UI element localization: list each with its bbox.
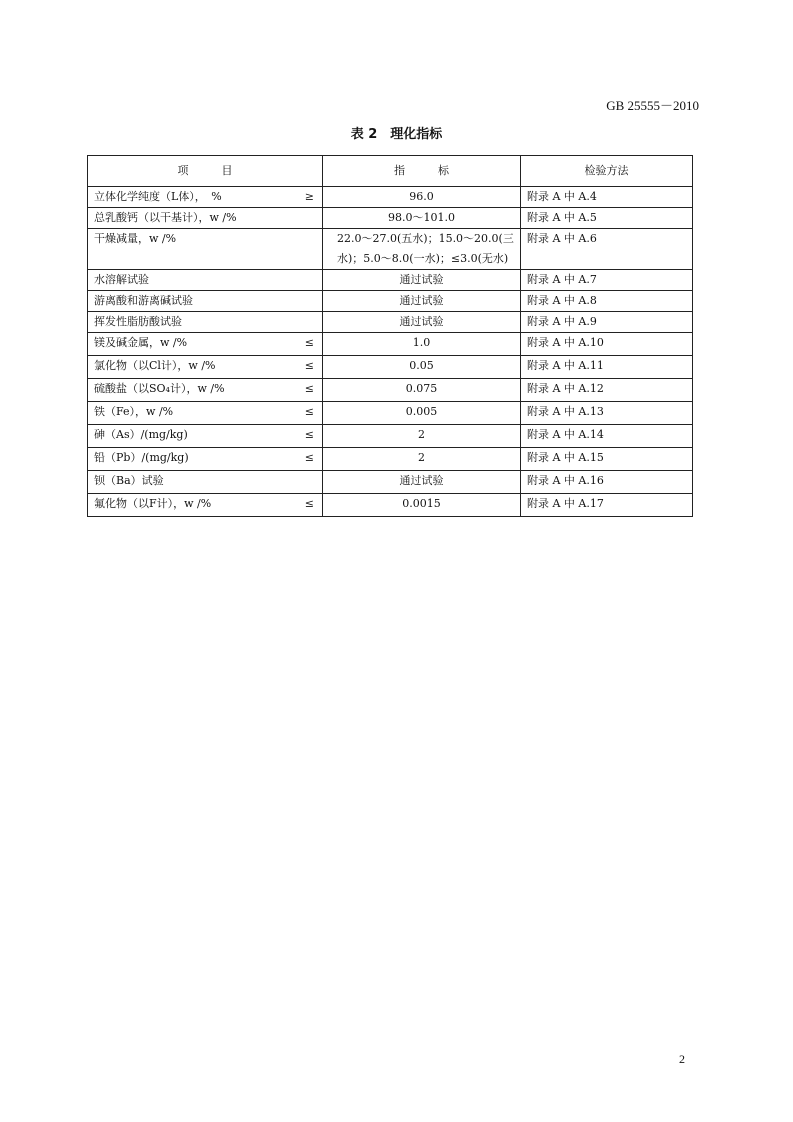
table-row (88, 379, 693, 402)
row-value: 通过试验 (323, 471, 521, 494)
row-item (88, 425, 323, 448)
operator: ≤ (304, 428, 314, 441)
row-value: 通过试验 (323, 291, 521, 312)
row-item (88, 402, 323, 425)
row-method: 附录 A 中 A.12 (521, 379, 693, 402)
row-item (88, 229, 323, 270)
item-label: 氯化物（以Cl计），w /% (94, 359, 216, 372)
row-item (88, 291, 323, 312)
row-value: 通过试验 (323, 312, 521, 333)
table-row (88, 333, 693, 356)
row-method: 附录 A 中 A.9 (521, 312, 693, 333)
column-header-spec: 指 标 (323, 156, 521, 187)
row-method: 附录 A 中 A.4 (521, 187, 693, 208)
operator: ≤ (304, 497, 314, 510)
row-value: 2 (323, 425, 521, 448)
table-row (88, 425, 693, 448)
item-label: 总乳酸钙（以干基计），w /% (94, 211, 237, 224)
item-label: 镁及碱金属，w /% (94, 336, 188, 349)
row-value: 2 (323, 448, 521, 471)
row-item (88, 270, 323, 291)
item-label: 钡（Ba）试验 (94, 474, 164, 487)
table-row (88, 312, 693, 333)
table-row (88, 471, 693, 494)
row-method: 附录 A 中 A.10 (521, 333, 693, 356)
column-header-method: 检验方法 (521, 156, 693, 187)
row-item (88, 312, 323, 333)
row-value: 96.0 (323, 187, 521, 208)
row-method: 附录 A 中 A.6 (521, 229, 693, 270)
table-row (88, 448, 693, 471)
table-header-row (88, 156, 693, 187)
item-label: 硫酸盐（以SO₄计），w /% (94, 382, 225, 395)
operator: ≤ (304, 451, 314, 464)
row-value: 0.005 (323, 402, 521, 425)
row-value: 1.0 (323, 333, 521, 356)
table-row (88, 229, 693, 270)
row-value: 22.0～27.0(五水)；15.0～20.0(三水)；5.0～8.0(一水)；≤3.0(无水) (323, 229, 521, 270)
operator: ≥ (304, 190, 314, 203)
row-item (88, 494, 323, 517)
row-method: 附录 A 中 A.13 (521, 402, 693, 425)
item-label: 干燥减量，w /% (94, 232, 177, 245)
row-item (88, 471, 323, 494)
standard-number: GB 25555－2010 (606, 98, 699, 113)
page-number: 2 (679, 1052, 685, 1066)
row-value: 0.0015 (323, 494, 521, 517)
operator: ≤ (304, 382, 314, 395)
table-row (88, 291, 693, 312)
row-method: 附录 A 中 A.16 (521, 471, 693, 494)
row-item (88, 333, 323, 356)
column-header-item: 项 目 (88, 156, 323, 187)
item-label: 铁（Fe），w /% (94, 405, 174, 418)
row-item (88, 187, 323, 208)
row-value: 98.0～101.0 (323, 208, 521, 229)
table-row (88, 402, 693, 425)
row-value: 0.05 (323, 356, 521, 379)
operator: ≤ (304, 405, 314, 418)
row-value: 通过试验 (323, 270, 521, 291)
operator: ≤ (304, 336, 314, 349)
item-label: 铅（Pb）/(mg/kg) (94, 451, 189, 464)
item-label: 氟化物（以F计），w /% (94, 497, 212, 510)
table-row (88, 270, 693, 291)
table-row (88, 356, 693, 379)
row-item (88, 208, 323, 229)
item-label: 挥发性脂肪酸试验 (94, 315, 182, 328)
row-item (88, 379, 323, 402)
row-method: 附录 A 中 A.5 (521, 208, 693, 229)
row-item (88, 356, 323, 379)
item-label: 砷（As）/(mg/kg) (94, 428, 188, 441)
row-item (88, 448, 323, 471)
spec-table (87, 155, 693, 517)
row-method: 附录 A 中 A.15 (521, 448, 693, 471)
table-row (88, 187, 693, 208)
item-label: 水溶解试验 (94, 273, 149, 286)
table-row (88, 208, 693, 229)
table-row (88, 494, 693, 517)
row-method: 附录 A 中 A.8 (521, 291, 693, 312)
table-title: 表 2 理化指标 (350, 127, 443, 142)
row-method: 附录 A 中 A.11 (521, 356, 693, 379)
operator: ≤ (304, 359, 314, 372)
item-label: 立体化学纯度（L体）， % (94, 190, 222, 203)
row-method: 附录 A 中 A.7 (521, 270, 693, 291)
row-method: 附录 A 中 A.14 (521, 425, 693, 448)
row-method: 附录 A 中 A.17 (521, 494, 693, 517)
item-label: 游离酸和游离碱试验 (94, 294, 193, 307)
row-value: 0.075 (323, 379, 521, 402)
